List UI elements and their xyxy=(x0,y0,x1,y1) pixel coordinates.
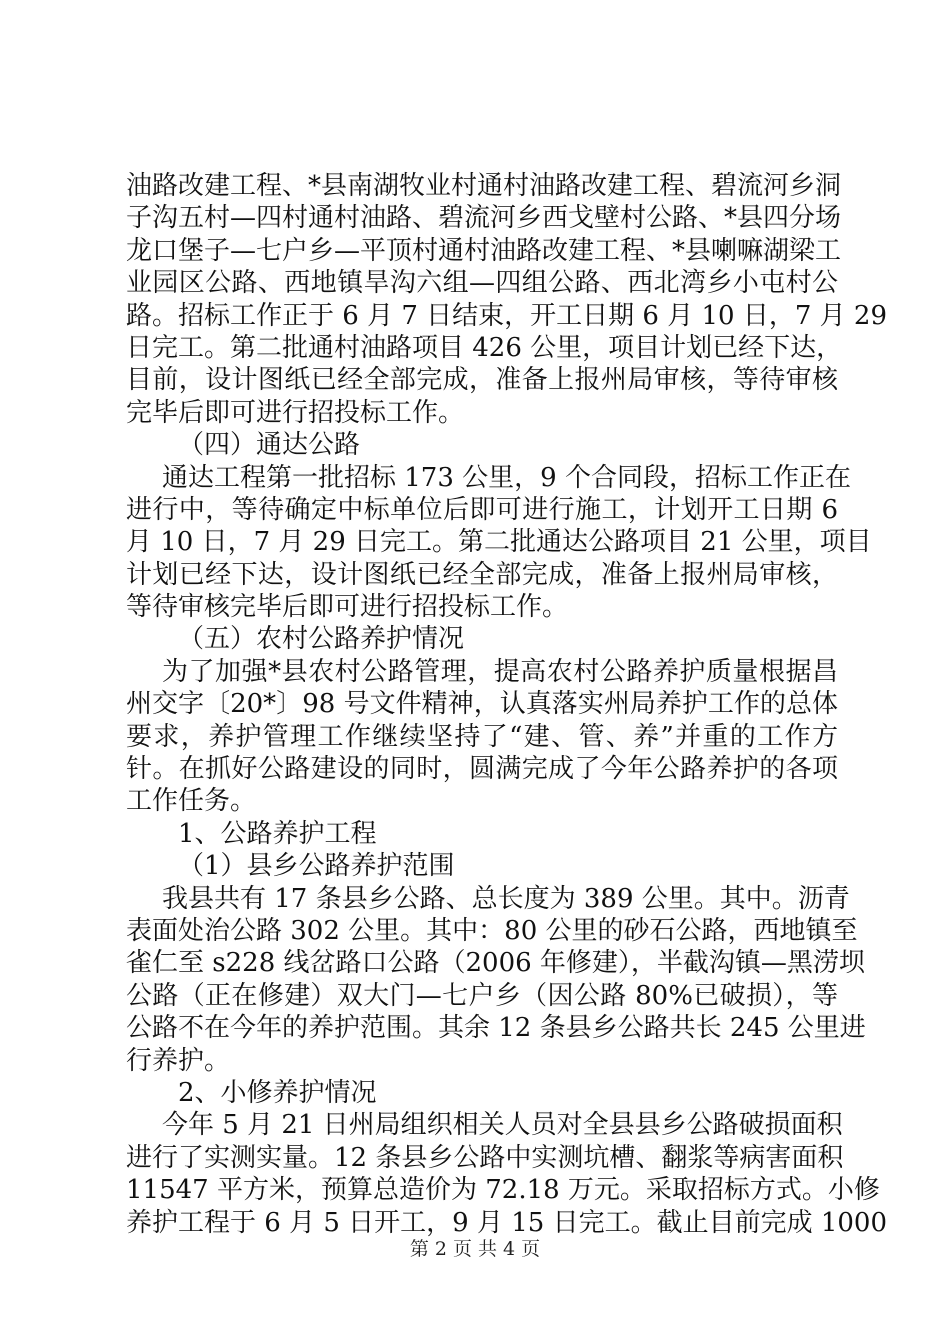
text-line: 我县共有 17 条县乡公路、总长度为 389 公里。其中。沥青 xyxy=(162,883,850,914)
text-line: 11547 平方米，预算总造价为 72.18 万元。采取招标方式。小修 xyxy=(126,1175,880,1206)
text-line: 月 10 日，7 月 29 日完工。第二批通达公路项目 21 公里，项目 xyxy=(126,527,872,558)
text-line: 油路改建工程、*县南湖牧业村通村油路改建工程、碧流河乡洞 xyxy=(126,171,842,201)
text-line: 为了加强*县农村公路管理，提高农村公路养护质量根据昌 xyxy=(162,656,838,687)
text-line: 通达工程第一批招标 173 公里，9 个合同段，招标工作正在 xyxy=(162,462,851,493)
subsection-heading: （1）县乡公路养护范围 xyxy=(178,851,455,882)
text-line: 子沟五村—四村通村油路、碧流河乡西戈壁村公路、*县四分场 xyxy=(126,203,842,234)
text-line: 工作任务。 xyxy=(126,786,257,817)
text-line: 计划已经下达，设计图纸已经全部完成，准备上报州局审核， xyxy=(126,559,838,590)
text-line: 表面处治公路 302 公里。其中：80 公里的砂石公路，西地镇至 xyxy=(126,915,858,946)
text-line: 路。招标工作正于 6 月 7 日结束，开工日期 6 月 10 日，7 月 29 xyxy=(126,300,887,331)
text-line: 雀仁至 s228 线岔路口公路（2006 年修建），半截沟镇—黑涝坝 xyxy=(126,948,865,979)
section-heading: （四）通达公路 xyxy=(178,430,361,461)
text-line: 州交字〔20*〕98 号文件精神，认真落实州局养护工作的总体 xyxy=(126,689,838,720)
text-line: 要求，养护管理工作继续坚持了“建、管、养”并重的工作方 xyxy=(126,721,838,752)
text-line: 公路（正在修建）双大门—七户乡（因公路 80%已破损），等 xyxy=(126,980,838,1011)
text-line: 进行中，等待确定中标单位后即可进行施工，计划开工日期 6 xyxy=(126,494,838,525)
page-number-footer: 第 2 页 共 4 页 xyxy=(409,1238,541,1260)
text-line: 龙口堡子—七户乡—平顶村通村油路改建工程、*县喇嘛湖梁工 xyxy=(126,235,842,266)
text-line: 完毕后即可进行招投标工作。 xyxy=(126,397,465,428)
subsection-heading: 1、公路养护工程 xyxy=(178,818,377,849)
text-line: 行养护。 xyxy=(126,1045,231,1076)
text-line: 针。在抓好公路建设的同时，圆满完成了今年公路养护的各项 xyxy=(126,754,838,785)
text-line: 今年 5 月 21 日州局组织相关人员对全县县乡公路破损面积 xyxy=(162,1110,843,1141)
section-heading: （五）农村公路养护情况 xyxy=(178,624,465,655)
text-line: 养护工程于 6 月 5 日开工，9 月 15 日完工。截止目前完成 1000 xyxy=(126,1207,887,1238)
text-line: 业园区公路、西地镇旱沟六组—四组公路、西北湾乡小屯村公 xyxy=(126,268,838,299)
text-line: 目前，设计图纸已经全部完成，准备上报州局审核，等待审核 xyxy=(126,365,838,396)
text-line: 公路不在今年的养护范围。其余 12 条县乡公路共长 245 公里进 xyxy=(126,1013,866,1044)
subsection-heading: 2、小修养护情况 xyxy=(178,1077,377,1108)
text-line: 日完工。第二批通村油路项目 426 公里，项目计划已经下达， xyxy=(126,332,843,363)
text-line: 进行了实测实量。12 条县乡公路中实测坑槽、翻浆等病害面积 xyxy=(126,1142,844,1173)
text-line: 等待审核完毕后即可进行招投标工作。 xyxy=(126,592,569,623)
document-body xyxy=(126,170,887,1239)
